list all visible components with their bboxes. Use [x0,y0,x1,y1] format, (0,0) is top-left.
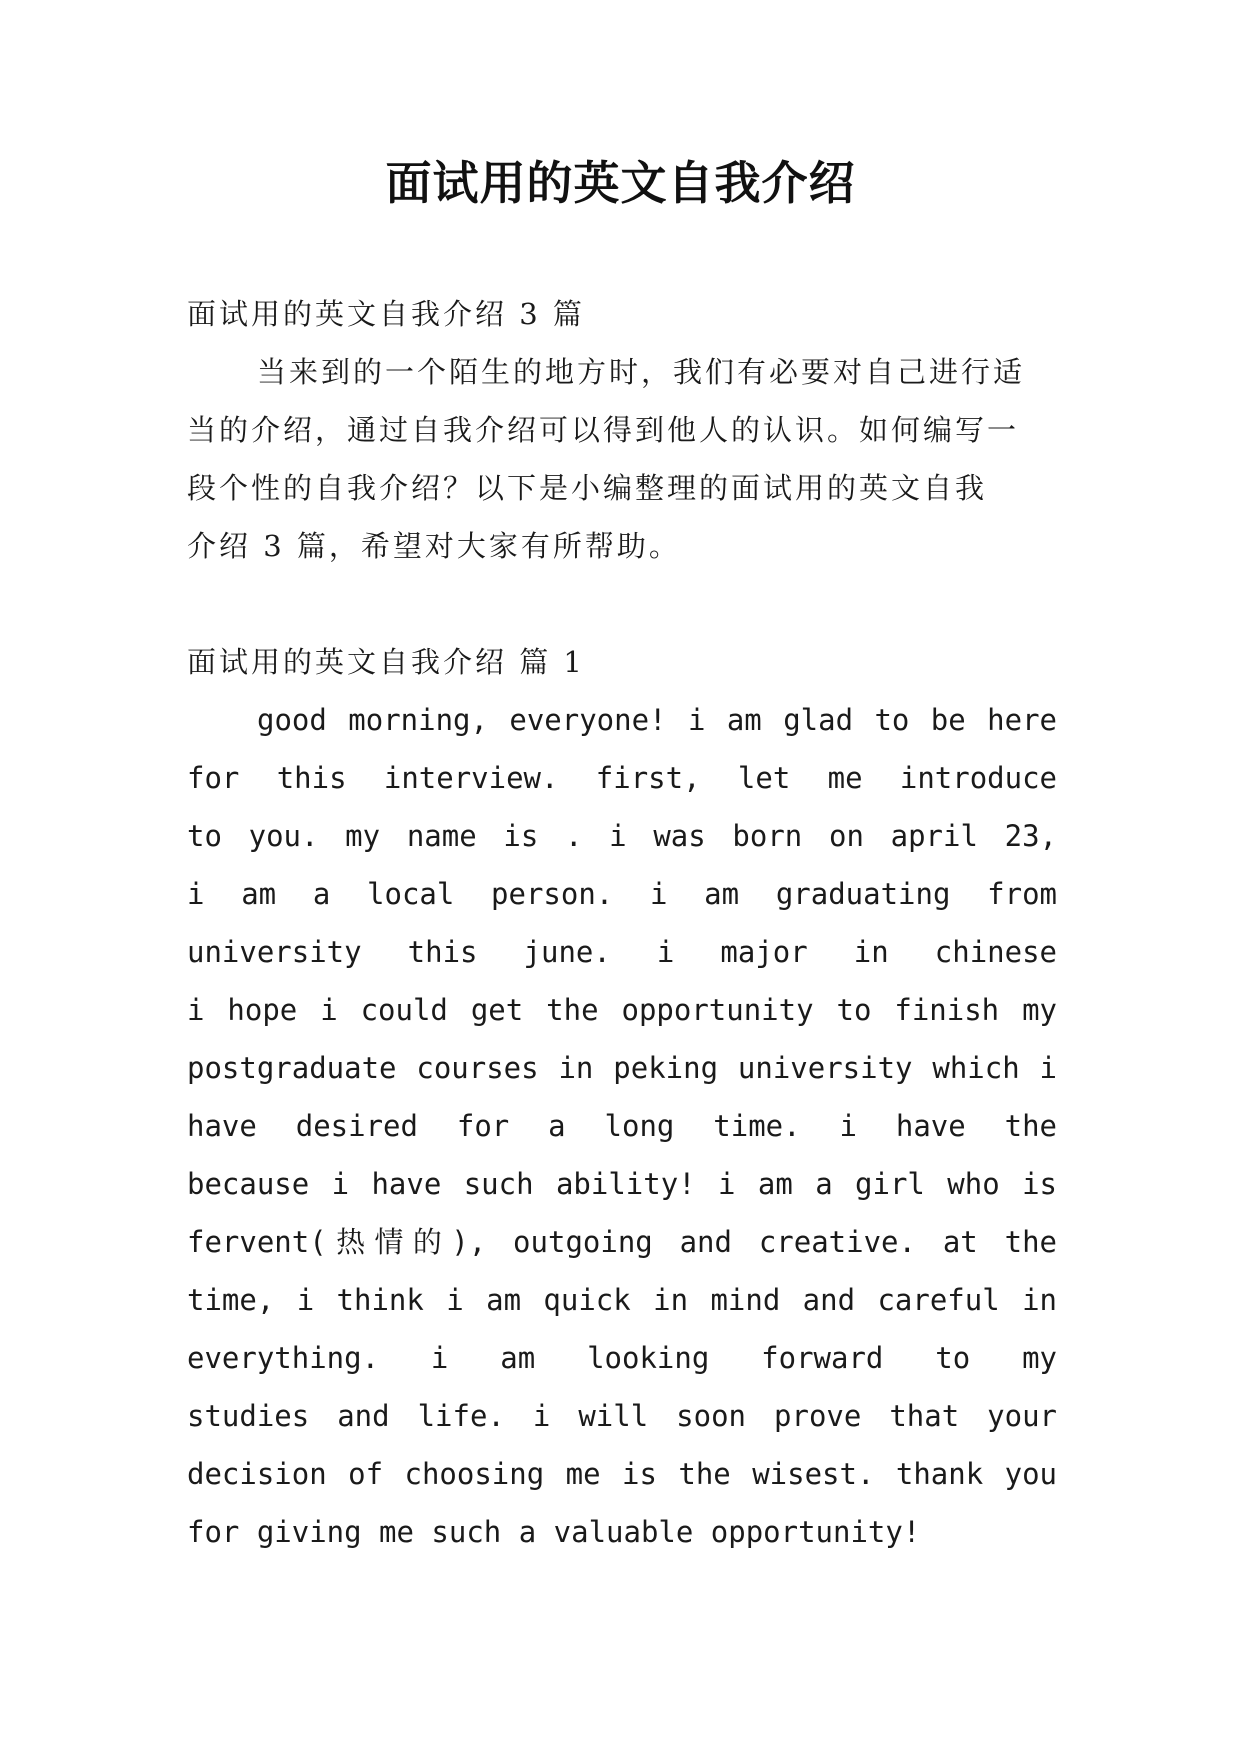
document-subtitle: 面试用的英文自我介绍 3 篇 [187,297,585,331]
section-1-header [187,633,1057,691]
body-line: good morning, everyone! i am glad to be here [257,703,1057,737]
body-line: to you. my name is . i was born on april 23, [187,819,1057,853]
body-line: because i have such ability! i am a girl who is [187,1167,1057,1201]
body-line: i am a local person. i am graduating from [187,877,1057,911]
intro-line: 段个性的自我介绍？以下是小编整理的面试用的英文自我 [187,471,988,505]
document-title: 面试用的英文自我介绍 [385,156,856,210]
body-line: for giving me such a valuable opportunity! [187,1515,921,1549]
intro-line: 介绍 3 篇，希望对大家有所帮助。 [187,529,681,563]
section-1-heading: 面试用的英文自我介绍 篇 1 [187,645,585,679]
intro-section [187,285,1057,575]
body-line: decision of choosing me is the wisest. thank you [187,1457,1057,1491]
body-line: studies and life. i will soon prove that your [187,1399,1057,1433]
body-line: everything. i am looking forward to my [187,1341,1057,1375]
intro-line: 当来到的一个陌生的地方时，我们有必要对自己进行适 [257,355,1026,389]
body-line: postgraduate courses in peking university which i [187,1051,1057,1085]
body-line: i hope i could get the opportunity to finish my [187,993,1057,1027]
body-line: university this june. i major in chinese [187,935,1057,969]
body-line: for this interview. first, let me introduce [187,761,1057,795]
body-line: have desired for a long time. i have the [187,1109,1057,1143]
body-line: fervent(热情的), outgoing and creative. at the [187,1225,1057,1259]
body-line: time, i think i am quick in mind and careful in [187,1283,1057,1317]
section-1-body [187,691,1057,1561]
intro-line: 当的介绍，通过自我介绍可以得到他人的认识。如何编写一 [187,413,1020,447]
